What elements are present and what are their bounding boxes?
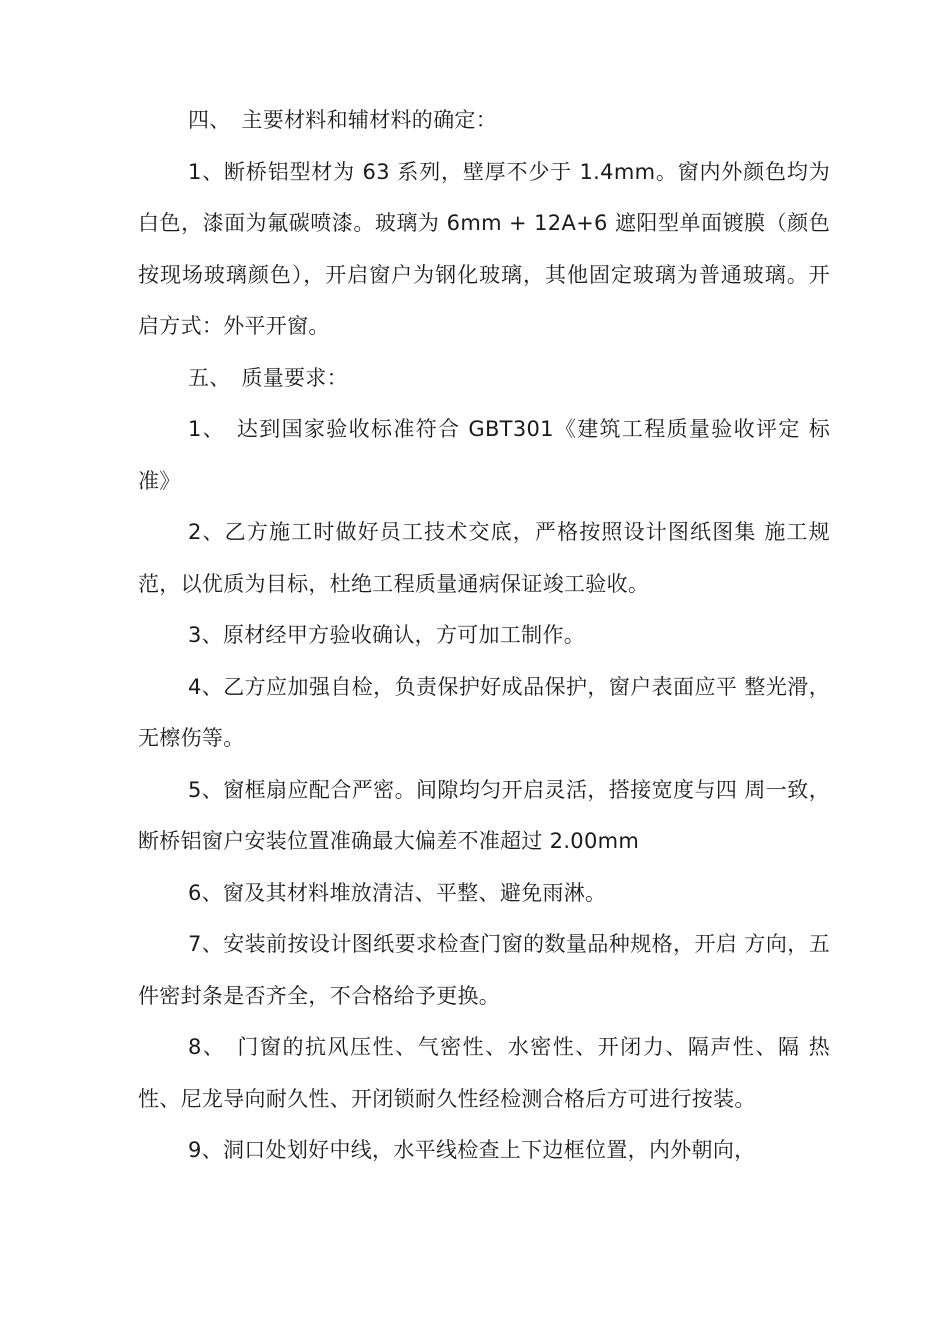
- paragraph-quality-5: 5、窗框扇应配合严密。间隙均匀开启灵活，搭接宽度与四 周一致，断桥铝窗户安装位置准确最大偏差不准超过 2.00mm: [138, 777, 830, 853]
- heading-section-5: 五、 质量要求：: [188, 365, 348, 390]
- paragraph-quality-7: 7、安装前按设计图纸要求检查门窗的数量品种规格，开启 方向，五件密封条是否齐全，不合格给予更换。: [138, 932, 830, 1008]
- document-body: [138, 95, 830, 1177]
- paragraph-quality-6: 6、窗及其材料堆放清洁、平整、避免雨淋。: [188, 880, 607, 905]
- paragraph-quality-2: 2、乙方施工时做好员工技术交底，严格按照设计图纸图集 施工规范，以优质为目标，杜绝工程质量通病保证竣工验收。: [138, 520, 830, 596]
- paragraph-quality-8: 8、 门窗的抗风压性、气密性、水密性、开闭力、隔声性、隔 热性、尼龙导向耐久性、开闭锁耐久性经检测合格后方可进行按装。: [138, 1035, 830, 1111]
- paragraph-quality-9: 9、洞口处划好中线，水平线检查上下边框位置，内外朝向，: [188, 1138, 756, 1162]
- heading-section-4: 四、 主要材料和辅材料的确定：: [188, 108, 497, 132]
- paragraph-materials: 1、断桥铝型材为 63 系列，壁厚不少于 1.4mm。窗内外颜色均为白色，漆面为氟碳喷漆。玻璃为 6mm + 12A+6 遮阳型单面镀膜（颜色按现场玻璃颜色），开启窗户为钢化玻璃，其他固定玻璃为普通玻璃。开启方式：外平开窗。: [138, 159, 830, 338]
- paragraph-quality-1: 1、 达到国家验收标准符合 GBT301《建筑工程质量验收评定 标准》: [138, 417, 830, 493]
- paragraph-quality-3: 3、原材经甲方验收确认，方可加工制作。: [188, 623, 586, 647]
- paragraph-quality-4: 4、乙方应加强自检，负责保护好成品保护，窗户表面应平 整光滑，无檫伤等。: [138, 674, 830, 750]
